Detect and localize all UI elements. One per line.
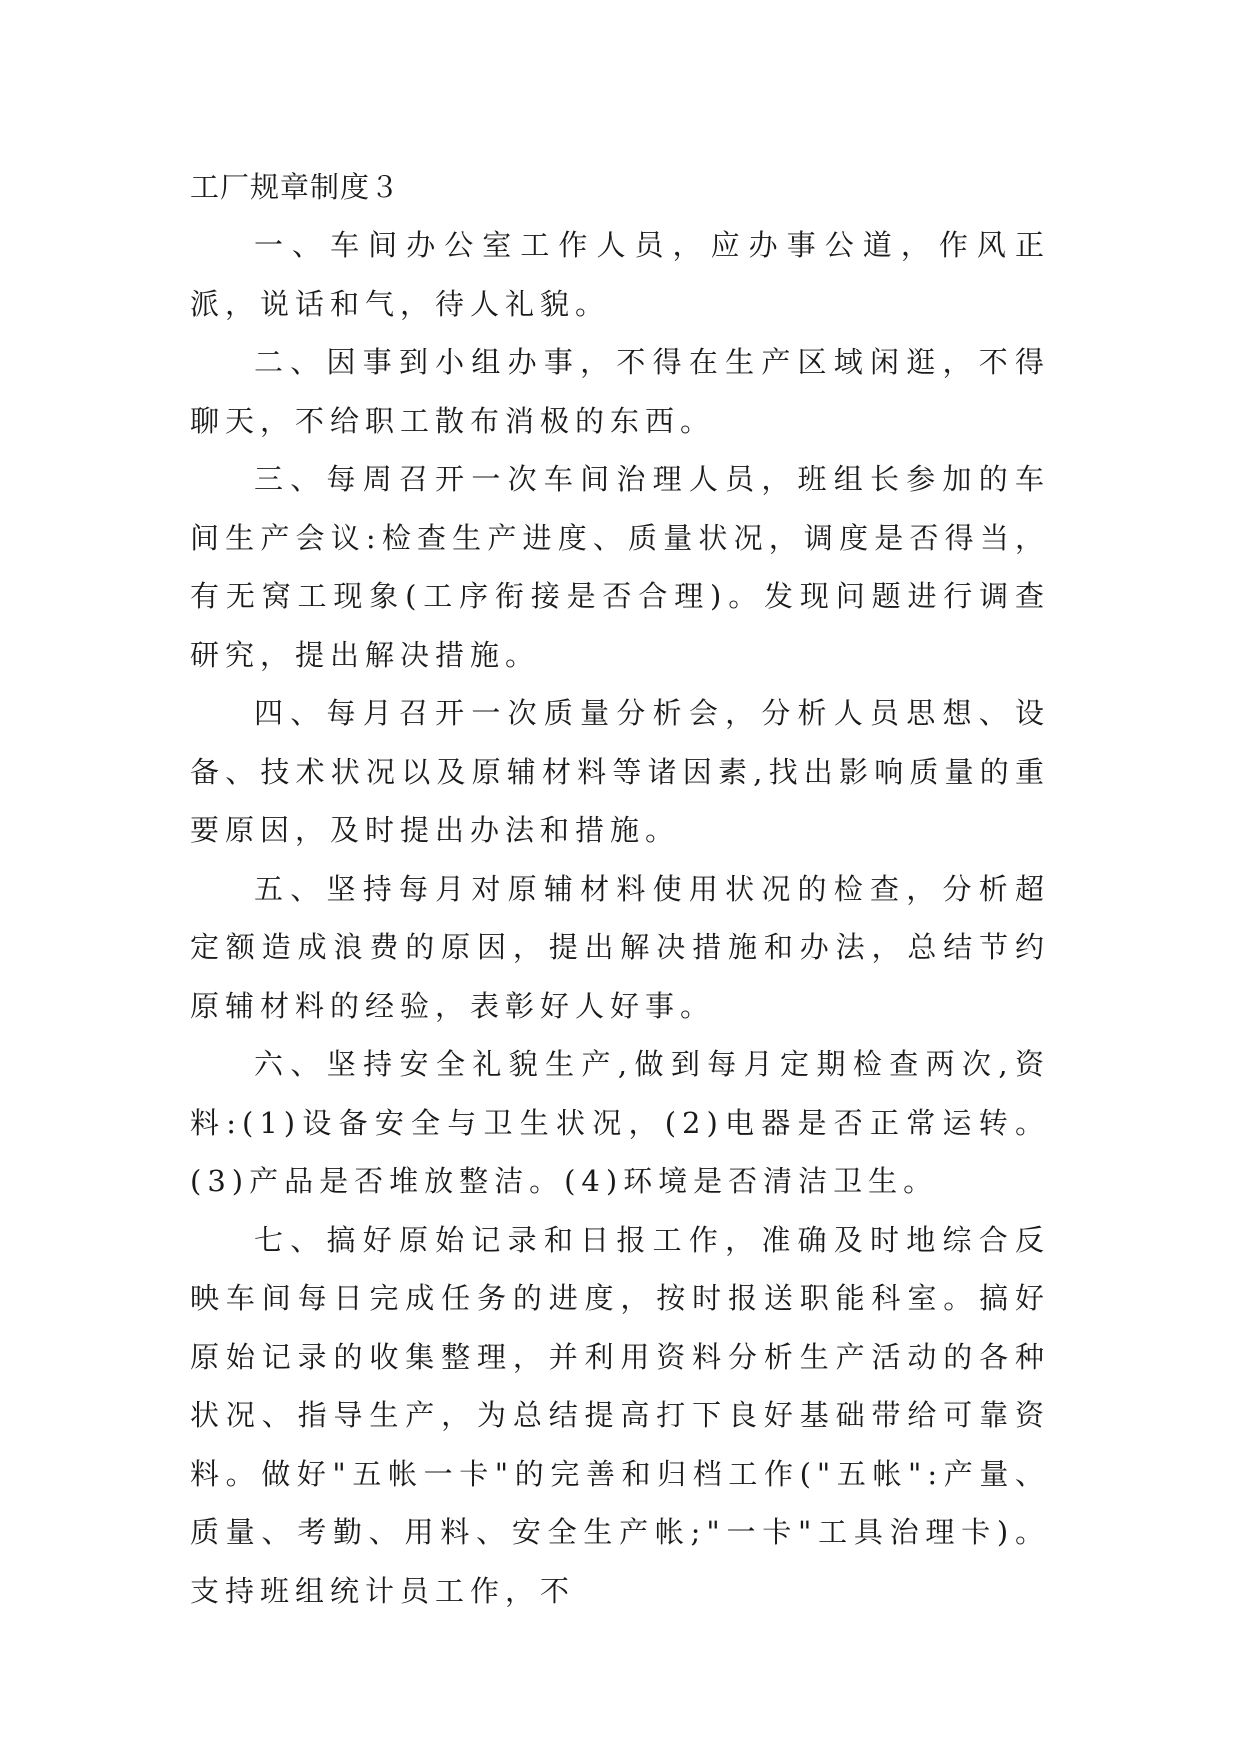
document-body	[190, 158, 1050, 1620]
paragraph-4: 四、每月召开一次质量分析会，分析人员思想、设备、技术状况以及原辅材料等诸因素,找出影响质量的重要原因，及时提出办法和措施。	[190, 696, 1050, 847]
paragraph-1: 一、车间办公室工作人员，应办事公道，作风正派，说话和气，待人礼貌。	[190, 228, 1050, 321]
paragraph-6: 六、坚持安全礼貌生产,做到每月定期检查两次,资料:(1)设备安全与卫生状况，(2)电器是否正常运转。(3)产品是否堆放整洁。(4)环境是否清洁卫生。	[190, 1047, 1050, 1198]
paragraph-5: 五、坚持每月对原辅材料使用状况的检查，分析超定额造成浪费的原因，提出解决措施和办法，总结节约原辅材料的经验，表彰好人好事。	[190, 871, 1050, 1023]
document-title: 工厂规章制度３	[190, 170, 401, 204]
paragraph-7: 七、搞好原始记录和日报工作，准确及时地综合反映车间每日完成任务的进度，按时报送职能科室。搞好原始记录的收集整理，并利用资料分析生产活动的各种状况、指导生产，为总结提高打下良好基础带给可靠资料。做好"五帐一卡"的完善和归档工作("五帐":产量、质量、考勤、用料、安全生产帐;"一卡"工具治理卡)。支持班组统计员工作，不	[190, 1222, 1050, 1608]
paragraph-2: 二、因事到小组办事，不得在生产区域闲逛，不得聊天，不给职工散布消极的东西。	[190, 345, 1050, 438]
paragraph-3: 三、每周召开一次车间治理人员，班组长参加的车间生产会议:检查生产进度、质量状况，调度是否得当，有无窝工现象(工序衔接是否合理)。发现问题进行调查研究，提出解决措施。	[190, 462, 1050, 672]
